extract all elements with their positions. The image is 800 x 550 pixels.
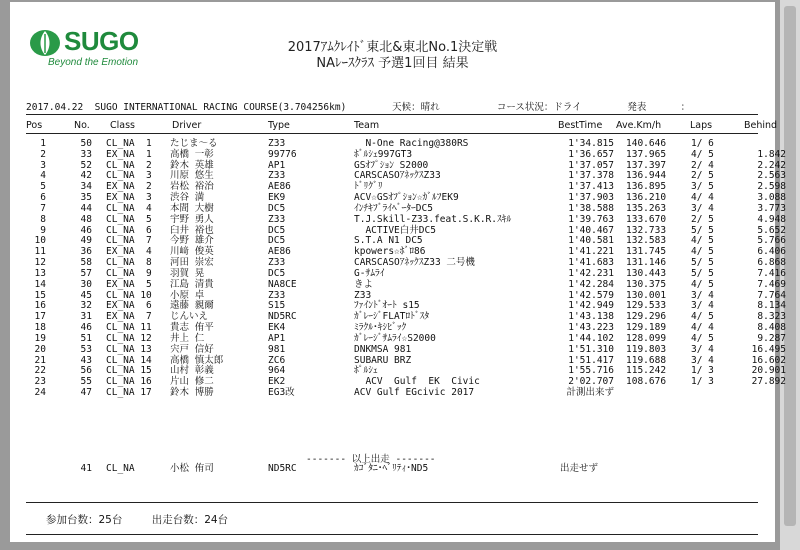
row-class: CL_NA 13 — [106, 343, 152, 355]
row-laps: 2/ 4 — [691, 159, 714, 171]
row-class: EX_NA 5 — [106, 278, 152, 290]
table-row — [10, 278, 786, 291]
row-type: DC5 — [268, 235, 286, 247]
table-header — [10, 120, 778, 132]
row-team: CARSCASOｱﾈｯｸｽZ33 二号機 — [354, 257, 475, 269]
dns-driver: 小松 侑司 — [170, 463, 214, 474]
row-behind: 16.495 — [751, 343, 786, 355]
row-behind: 2.242 — [757, 159, 786, 171]
row-laps: 3/ 4 — [691, 202, 714, 214]
row-driver: 本間 大樹 — [170, 202, 214, 214]
results-page — [10, 2, 786, 542]
row-pos: 14 — [34, 278, 46, 290]
row-type: Z33 — [268, 257, 286, 269]
row-team: きよ — [354, 278, 374, 290]
row-type: ND5RC — [268, 311, 297, 323]
row-driver: 今野 雄介 — [170, 235, 214, 247]
row-laps: 5/ 5 — [691, 257, 714, 269]
row-pos: 4 — [40, 170, 46, 182]
row-class: CL_NA 1 — [106, 138, 152, 149]
col-laps: Laps — [690, 120, 713, 131]
event-title: 2017ｱﾑｸﾚｲﾄﾞ東北&東北No.1決定戦 — [287, 40, 498, 55]
row-besttime: 1'51.310 — [568, 343, 614, 355]
col-besttime: BestTime — [558, 120, 603, 131]
row-pos: 3 — [40, 159, 46, 171]
col-driver: Driver — [172, 120, 202, 131]
row-pos: 13 — [34, 267, 46, 279]
row-laps: 3/ 4 — [691, 289, 714, 301]
row-besttime: 1'40.467 — [568, 224, 614, 236]
row-pos: 24 — [34, 387, 46, 399]
row-behind: 2.598 — [757, 181, 786, 193]
row-pos: 23 — [34, 376, 46, 388]
row-behind: 9.287 — [757, 332, 786, 344]
row-class: CL_NA 12 — [106, 332, 152, 344]
row-behind: 1.842 — [757, 148, 786, 160]
row-besttime: 1'51.417 — [568, 354, 614, 366]
row-pos: 18 — [34, 322, 46, 334]
row-behind: 2.563 — [757, 170, 786, 182]
row-pos: 2 — [40, 148, 46, 160]
footer-summary — [46, 512, 446, 527]
divider-bottom — [26, 502, 758, 503]
row-team: G-ｻﾑﾗｲ — [354, 267, 385, 279]
row-behind: 7.416 — [757, 267, 786, 279]
row-team: T.J.Skill-Z33.feat.S.K.R.ｽｷﾙ — [354, 213, 512, 225]
weather: 天候：晴れ — [392, 102, 440, 113]
row-type: AE86 — [268, 181, 291, 193]
row-besttime: 2'02.707 — [568, 376, 614, 388]
row-besttime: 1'55.716 — [568, 365, 614, 377]
row-speed: 108.676 — [626, 376, 667, 388]
row-besttime: 1'38.588 — [568, 202, 614, 214]
row-speed: 137.965 — [626, 148, 667, 160]
row-driver: 鈴木 博勝 — [170, 387, 214, 399]
row-speed: 130.001 — [626, 289, 667, 301]
row-laps: 4/ 5 — [691, 235, 714, 247]
table-row — [10, 388, 775, 399]
row-driver: 貴志 侑平 — [170, 322, 214, 334]
row-driver: 宇野 勇人 — [170, 213, 214, 225]
logo-wordmark: SUGO — [64, 26, 139, 56]
row-speed: 119.803 — [626, 343, 667, 355]
row-behind: 8.134 — [757, 300, 786, 312]
row-no: 35 — [80, 192, 92, 204]
row-driver: 渋谷 満 — [170, 192, 205, 204]
row-speed: 129.296 — [626, 311, 667, 323]
row-besttime: 1'43.223 — [568, 322, 614, 334]
row-type: EK9 — [268, 192, 286, 204]
row-no: 48 — [80, 213, 92, 225]
row-laps: 4/ 4 — [691, 192, 714, 204]
row-driver: 宍戸 信好 — [170, 343, 214, 355]
row-team: ｶﾞﾚｰｼﾞFLATﾛﾄﾞｽﾀ — [354, 311, 430, 323]
info-line — [26, 99, 758, 113]
dns-status: 出走せず — [560, 463, 599, 474]
row-besttime: 1'42.949 — [568, 300, 614, 312]
row-speed: 140.646 — [626, 138, 667, 149]
col-team: Team — [354, 120, 380, 131]
row-type: DC5 — [268, 267, 286, 279]
row-besttime: 1'41.683 — [568, 257, 614, 269]
row-class: CL_NA 17 — [106, 387, 152, 399]
row-no: 31 — [80, 311, 92, 323]
row-speed: 132.583 — [626, 235, 667, 247]
row-besttime: 1'42.284 — [568, 278, 614, 290]
col-behind: Behind — [744, 120, 778, 131]
row-speed: 136.210 — [626, 192, 667, 204]
row-class: EX_NA 2 — [106, 181, 152, 193]
row-speed: 130.375 — [626, 278, 667, 290]
row-behind: 16.602 — [751, 354, 786, 366]
separator-line: ------- 以上出走 ------- — [306, 454, 436, 465]
row-behind: 6.406 — [757, 246, 786, 258]
row-type: AE86 — [268, 246, 291, 258]
row-laps: 4/ 5 — [691, 148, 714, 160]
row-behind: 4.948 — [757, 213, 786, 225]
row-driver: たじま～る — [170, 138, 218, 149]
row-no: 32 — [80, 300, 92, 312]
row-laps: 4/ 5 — [691, 311, 714, 323]
row-driver: 片山 修二 — [170, 376, 214, 388]
row-class: EX_NA 6 — [106, 300, 152, 312]
row-type: Z33 — [268, 170, 286, 182]
row-pos: 17 — [34, 311, 46, 323]
row-laps: 5/ 5 — [691, 224, 714, 236]
row-no: 46 — [80, 322, 92, 334]
table-row — [10, 213, 786, 226]
dns-type: ND5RC — [268, 463, 297, 474]
row-type: DC5 — [268, 224, 286, 236]
row-team: ﾄﾞﾘｸﾞﾘ — [354, 181, 383, 193]
starters-count: 出走台数：24台 — [151, 514, 229, 526]
row-team: Z33 — [354, 289, 372, 301]
logo-tagline: Beyond the Emotion — [48, 57, 139, 68]
entries-count: 参加台数：25台 — [46, 514, 123, 526]
row-pos: 15 — [34, 289, 46, 301]
row-no: 55 — [80, 376, 92, 388]
row-pos: 11 — [34, 246, 46, 258]
row-type: DC5 — [268, 202, 286, 214]
row-laps: 1/ 6 — [691, 138, 714, 149]
row-type: EK4 — [268, 322, 286, 334]
row-laps: 1/ 3 — [691, 376, 714, 388]
row-behind: 3.088 — [757, 192, 786, 204]
row-type: NA8CE — [268, 278, 297, 290]
row-type: Z33 — [268, 289, 286, 301]
track-condition: コース状況：ドライ — [496, 102, 582, 113]
row-type: EG3改 — [268, 387, 295, 399]
row-behind: 8.323 — [757, 311, 786, 323]
row-pos: 20 — [34, 343, 46, 355]
row-team: ACV Gulf EK Civic — [354, 376, 480, 388]
row-besttime: 1'44.102 — [568, 332, 614, 344]
row-team: ｲﾝﾁｷﾌﾞﾗｲﾍﾞｰﾀｰDC5 — [354, 202, 433, 214]
row-driver: 川﨑 俊英 — [170, 246, 214, 258]
row-pos: 7 — [40, 202, 46, 214]
row-speed: 129.533 — [626, 300, 667, 312]
col-type: Type — [268, 120, 290, 131]
row-no: 36 — [80, 246, 92, 258]
row-class: EX_NA 3 — [106, 192, 152, 204]
row-no: 42 — [80, 170, 92, 182]
row-pos: 22 — [34, 365, 46, 377]
row-laps: 4/ 5 — [691, 246, 714, 258]
row-pos: 12 — [34, 257, 46, 269]
row-class: EX_NA 1 — [106, 148, 152, 160]
row-behind: 20.901 — [751, 365, 786, 377]
col-speed: Ave.Km/h — [616, 120, 662, 131]
row-driver: 井上 仁 — [170, 332, 205, 344]
row-besttime: 1'36.657 — [568, 148, 614, 160]
row-behind: 5.766 — [757, 235, 786, 247]
row-team: ｶﾞﾚｰｼﾞｻﾑﾗｲ☆S2000 — [354, 332, 436, 344]
row-team: ACV Gulf EGcivic 2017 — [354, 387, 475, 399]
row-besttime: 1'41.221 — [568, 246, 614, 258]
col-pos: Pos — [26, 120, 43, 131]
row-speed: 135.263 — [626, 202, 667, 214]
row-class: CL_NA 9 — [106, 267, 152, 279]
row-team: kpowers☆ﾎﾞﾛ86 — [354, 246, 426, 258]
row-driver: 羽賀 晃 — [170, 267, 205, 279]
row-behind: 7.764 — [757, 289, 786, 301]
row-no: 51 — [80, 332, 92, 344]
row-pos: 21 — [34, 354, 46, 366]
row-type: 99776 — [268, 148, 297, 160]
row-driver: 江島 清貴 — [170, 278, 214, 290]
row-class: CL_NA 7 — [106, 235, 152, 247]
row-behind: 8.408 — [757, 322, 786, 334]
row-driver: 高橋 一彰 — [170, 148, 214, 160]
row-driver: 岩松 裕治 — [170, 181, 214, 193]
row-no: 50 — [80, 138, 92, 149]
row-driver: じんいえ — [170, 311, 209, 323]
race-date: 2017.04.22 — [26, 102, 84, 113]
row-laps: 4/ 5 — [691, 278, 714, 290]
row-speed: 133.670 — [626, 213, 667, 225]
row-pos: 9 — [40, 224, 46, 236]
row-type: ZC6 — [268, 354, 286, 366]
row-driver: 遠藤 親爾 — [170, 300, 214, 312]
row-driver: 小原 卓 — [170, 289, 205, 301]
row-class: CL_NA 5 — [106, 213, 152, 225]
table-row — [10, 343, 786, 356]
row-team: ﾌｧｲﾝﾄﾞｵｰﾄ s15 — [354, 300, 420, 312]
row-speed: 131.745 — [626, 246, 667, 258]
row-laps: 4/ 4 — [691, 322, 714, 334]
row-pos: 1 — [40, 138, 46, 149]
row-besttime: 1'37.378 — [568, 170, 614, 182]
row-driver: 臼井 裕也 — [170, 224, 214, 236]
divider-footer — [26, 534, 758, 535]
row-no: 30 — [80, 278, 92, 290]
row-class: CL_NA 14 — [106, 354, 152, 366]
row-besttime: 1'42.231 — [568, 267, 614, 279]
row-laps: 2/ 5 — [691, 170, 714, 182]
row-type: 964 — [268, 365, 286, 377]
row-speed: 128.099 — [626, 332, 667, 344]
row-type: Z33 — [268, 138, 286, 149]
announcement: 発表 ： — [627, 102, 691, 113]
col-class: Class — [110, 120, 135, 131]
row-class: CL_NA 3 — [106, 170, 152, 182]
row-team: ﾐﾗｸﾙ･ｷｼﾋﾞｯｸ — [354, 322, 407, 334]
row-driver: 河田 崇宏 — [170, 257, 214, 269]
row-no: 34 — [80, 181, 92, 193]
row-team: CARSCASOｱﾈｯｸｽZ33 — [354, 170, 441, 182]
row-speed: 115.242 — [626, 365, 667, 377]
row-besttime: 計測出来ず — [566, 387, 614, 399]
row-speed: 136.895 — [626, 181, 667, 193]
dns-row — [10, 464, 775, 475]
row-team: ACTIVE白井DC5 — [354, 224, 436, 236]
row-pos: 6 — [40, 192, 46, 204]
row-pos: 16 — [34, 300, 46, 312]
row-class: CL_NA 4 — [106, 202, 152, 214]
row-class: EX_NA 4 — [106, 246, 152, 258]
row-team: SUBARU BRZ — [354, 354, 412, 366]
row-besttime: 1'37.413 — [568, 181, 614, 193]
row-no: 52 — [80, 159, 92, 171]
row-driver: 鈴木 英雄 — [170, 159, 214, 171]
row-laps: 4/ 5 — [691, 332, 714, 344]
row-class: CL_NA 10 — [106, 289, 152, 301]
row-team: ﾎﾟﾙｼｪ — [354, 365, 378, 377]
row-class: CL_NA 16 — [106, 376, 152, 388]
row-no: 57 — [80, 267, 92, 279]
row-besttime: 1'40.581 — [568, 235, 614, 247]
row-laps: 5/ 5 — [691, 267, 714, 279]
dns-class: CL_NA — [106, 463, 135, 474]
row-team: N-One Racing@380RS — [354, 138, 469, 149]
row-class: CL_NA 6 — [106, 224, 152, 236]
row-class: EX_NA 7 — [106, 311, 152, 323]
dns-team: ｶｺﾞﾀﾆ･ﾍﾞﾘﾃｨ･ND5 — [354, 463, 429, 474]
session-title: NAﾚｰｽｸﾗｽ 予選1回目 結果 — [316, 56, 469, 71]
row-speed: 137.397 — [626, 159, 667, 171]
row-pos: 5 — [40, 181, 46, 193]
row-laps: 3/ 4 — [691, 300, 714, 312]
row-class: CL_NA 11 — [106, 322, 152, 334]
row-no: 44 — [80, 202, 92, 214]
row-behind: 27.892 — [751, 376, 786, 388]
row-no: 43 — [80, 354, 92, 366]
row-type: 981 — [268, 343, 286, 355]
row-speed: 131.146 — [626, 257, 667, 269]
row-team: S.T.A N1 DC5 — [354, 235, 423, 247]
row-besttime: 1'42.579 — [568, 289, 614, 301]
row-besttime: 1'37.057 — [568, 159, 614, 171]
row-no: 33 — [80, 148, 92, 160]
row-class: CL_NA 15 — [106, 365, 152, 377]
row-pos: 8 — [40, 213, 46, 225]
row-type: S15 — [268, 300, 286, 312]
row-behind: 5.652 — [757, 224, 786, 236]
row-team: ACV☆GSｵﾌﾟｼｮﾝ☆ｶﾞﾙﾌEK9 — [354, 192, 459, 204]
row-class: CL_NA 8 — [106, 257, 152, 269]
row-no: 53 — [80, 343, 92, 355]
row-speed: 129.189 — [626, 322, 667, 334]
row-pos: 19 — [34, 332, 46, 344]
row-no: 46 — [80, 224, 92, 236]
row-laps: 3/ 5 — [691, 181, 714, 193]
row-laps: 1/ 3 — [691, 365, 714, 377]
row-no: 56 — [80, 365, 92, 377]
row-no: 58 — [80, 257, 92, 269]
row-team: GSｵﾌﾟｼｮﾝ S2000 — [354, 159, 429, 171]
row-no: 47 — [80, 387, 92, 399]
row-pos: 10 — [34, 235, 46, 247]
divider-top — [26, 114, 758, 115]
row-besttime: 1'34.815 — [568, 138, 614, 149]
col-no: No. — [74, 120, 90, 131]
row-type: AP1 — [268, 332, 286, 344]
row-speed: 136.944 — [626, 170, 667, 182]
row-no: 49 — [80, 235, 92, 247]
row-behind: 7.469 — [757, 278, 786, 290]
row-besttime: 1'39.763 — [568, 213, 614, 225]
row-speed: 119.688 — [626, 354, 667, 366]
row-team: DNKMSA 981 — [354, 343, 412, 355]
course-name: SUGO INTERNATIONAL RACING COURSE(3.704256km) — [94, 102, 347, 113]
row-driver: 山村 彰義 — [170, 365, 214, 377]
row-laps: 3/ 4 — [691, 343, 714, 355]
row-type: EK2 — [268, 376, 286, 388]
results-table — [10, 138, 786, 399]
row-besttime: 1'43.138 — [568, 311, 614, 323]
row-speed: 130.443 — [626, 267, 667, 279]
row-speed: 132.733 — [626, 224, 667, 236]
row-class: CL_NA 2 — [106, 159, 152, 171]
row-behind: 3.773 — [757, 202, 786, 214]
row-laps: 3/ 4 — [691, 354, 714, 366]
row-team: ﾎﾞﾙｼｪ997GT3 — [354, 148, 413, 160]
row-type: Z33 — [268, 213, 286, 225]
row-driver: 高橋 慎太郎 — [170, 354, 224, 366]
row-no: 45 — [80, 289, 92, 301]
divider-header — [26, 133, 758, 134]
row-besttime: 1'37.903 — [568, 192, 614, 204]
row-type: AP1 — [268, 159, 286, 171]
row-behind: 6.868 — [757, 257, 786, 269]
row-laps: 2/ 5 — [691, 213, 714, 225]
row-driver: 川原 悠生 — [170, 170, 214, 182]
dns-no: 41 — [80, 463, 92, 474]
